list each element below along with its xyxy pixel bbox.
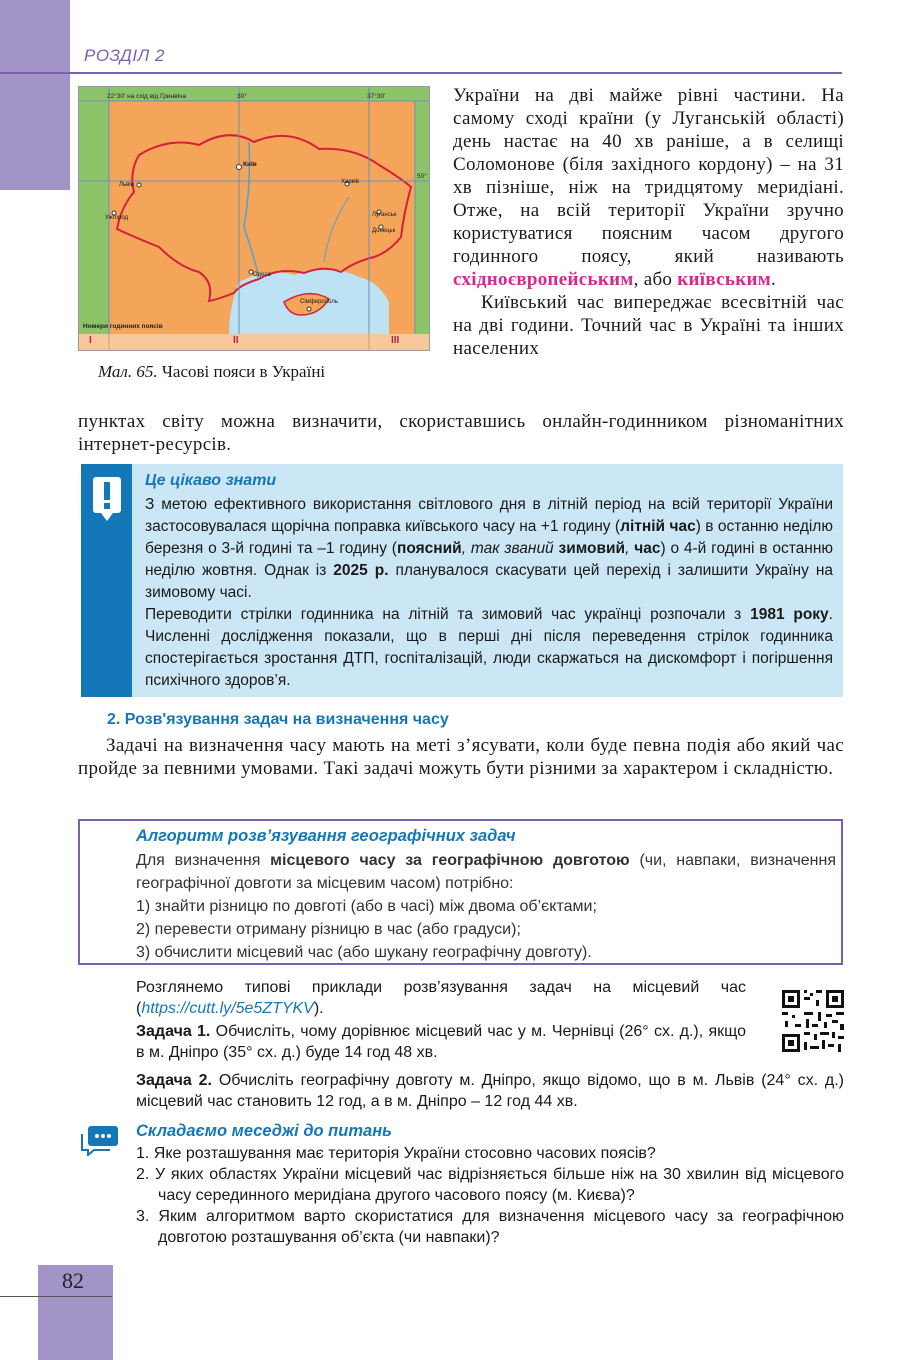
fact-p1-g: , <box>625 540 635 557</box>
task-2-text: Обчисліть географічну довготу м. Дніпро, якщо відомо, що в м. Львів (24° сх. д.) місцевий час становить 12 год, а в м. Дніпро – 12 год 44 хв. <box>136 1072 844 1110</box>
fact-p1-a: З метою ефективного використання світлового дня в літній період на всій території України застосовувалася щорічна поправка київського часу на +1 годину ( <box>145 496 833 535</box>
task-2-label: Задача 2. <box>136 1072 212 1089</box>
fact-text <box>145 494 833 692</box>
fact-p2-a: Переводити стрілки годинника на літній та зимовий час українці розпочали з <box>145 606 751 623</box>
zone-number-3: III <box>391 335 400 346</box>
corner-tab <box>0 0 70 190</box>
task-1-label: Задача 1. <box>136 1023 211 1040</box>
examples-block <box>136 977 746 1063</box>
paragraph-time-zones <box>453 84 844 360</box>
map-zones-label: Номери годинних поясів <box>83 323 163 330</box>
examples-intro-text: Розглянемо типові приклади розв’язування задач на місцевий час ( <box>136 979 746 1017</box>
page-number: 82 <box>62 1268 84 1293</box>
paragraph1-text: України на дві майже рівні частини. На самому сході країни (у Луганській області) день настає на 40 хв раніше, а в селищі Соломонове (біля західного кордону) – на 31 хв пізніше, ніж на тридцятому меридіані. Отже, на всій території України зручно користуватися поясним часом другого годинного поясу, який називають <box>453 85 844 267</box>
algorithm-step: 2) перевести отриману різницю в час (або градуси); <box>136 921 521 938</box>
fact-p1-e: , так званий <box>461 540 559 557</box>
algorithm-step: 1) знайти різницю по довготі (або в часі) між двома об’єктами; <box>136 898 597 915</box>
paragraph1-end: . <box>770 269 777 290</box>
page-rule <box>0 1296 112 1297</box>
fact-p1-standard: поясний <box>396 540 462 557</box>
fact-paragraph-2 <box>145 604 833 692</box>
question-item: 2. У яких областях України місцевий час відрізняється більше ніж на 30 хвилин від місцевого часу серединного меридіана другого часового поясу (м. Києва)? <box>136 1166 844 1204</box>
fact-paragraph-1 <box>145 494 833 604</box>
fact-p1-year: 2025 р. <box>333 562 389 579</box>
city-luhansk: Луганськ <box>372 212 397 218</box>
algorithm-intro-a: Для визначення <box>136 852 271 869</box>
task-1-text: Обчисліть, чому дорівнює місцевий час у м. Чернівці (26° сх. д.), якщо в м. Дніпро (35° сх. д.) буде 14 год 48 хв. <box>136 1023 746 1061</box>
map-caption-text: Часові пояси в Україні <box>161 362 326 381</box>
map-label-meridian-37: 37°30' <box>367 93 386 100</box>
fact-p2-c: . Численні дослідження показали, що в перші дні після переведення стрілок годинника спостерігається зростання ДТП, госпіталізацій, люди скаржаться на дискомфорт і погіршення психічного здоров’я. <box>145 606 833 689</box>
header-rule <box>0 72 842 74</box>
algorithm-step: 3) обчислити місцевий час (або шукану географічну довготу). <box>136 944 592 961</box>
section-label: РОЗДІЛ 2 <box>84 46 165 65</box>
chat-bubble-icon <box>80 1124 120 1161</box>
algorithm-intro <box>136 849 836 895</box>
map-caption <box>98 362 325 382</box>
question-item: 3. Яким алгоритмом варто скористатися для визначення місцевого часу за географічною довготою розташування об’єкта (чи навпаки)? <box>136 1208 844 1246</box>
section-text-body: Задачі на визначення часу мають на меті з’ясувати, коли буде певна подія або який час пройде за певними умовами. Такі задачі можуть бути різними за характером і складністю. <box>78 735 844 779</box>
term-eastern-european: східноєвропейським <box>453 269 634 290</box>
algorithm-intro-bold: місцевого часу за географічною довготою <box>270 852 630 869</box>
algorithm-text <box>136 849 836 964</box>
examples-intro-end: ). <box>313 1000 324 1017</box>
fact-p1-winter: зимовий <box>558 540 626 557</box>
fact-p1-c: ) в останню неділю березня о 3-й годині та –1 годину ( <box>145 518 833 557</box>
time-zones-map <box>78 86 430 351</box>
fact-p1-summer-time: літній час <box>620 518 696 535</box>
task-1 <box>136 1021 746 1063</box>
city-uzhhorod: Ужгород <box>105 215 129 221</box>
fact-title: Це цікаво знати <box>145 472 277 489</box>
city-odesa: Одеса <box>253 272 271 278</box>
city-lviv: Львів <box>119 182 134 188</box>
fact-p1-i: ) о 4-й годині в останню неділю жовтня. Однак із <box>145 540 834 579</box>
city-simferopol: Сімферополь <box>300 299 338 305</box>
messages-title: Складаємо меседжі до питань <box>136 1122 392 1140</box>
paragraph1-mid: , або <box>633 269 678 290</box>
examples-link[interactable]: https://cutt.ly/5e5ZTYKV <box>141 1000 314 1017</box>
fact-p2-year: 1981 року <box>750 606 829 623</box>
task-2 <box>136 1070 844 1112</box>
examples-intro <box>136 977 746 1019</box>
questions-list <box>136 1143 844 1248</box>
exclamation-icon <box>92 476 122 527</box>
map-label-meridian-22: 22°30' на схід від Гринвіча <box>107 93 187 100</box>
term-kyiv: київським <box>677 269 771 290</box>
algorithm-intro-c: (чи, навпаки, визначення географічної довготи за місцевим часом) потрібно: <box>136 852 837 892</box>
paragraph2-col: Київський час випереджає всесвітній час на дві години. Точний час в Україні та інших населених <box>453 292 844 359</box>
map-caption-prefix: Мал. 65. <box>98 362 158 381</box>
section-heading: 2. Розв'язування задач на визначення часу <box>107 711 449 728</box>
zone-number-1: I <box>89 335 92 346</box>
map-label-parallel-50: 50° <box>417 173 427 180</box>
zone-number-2: II <box>233 335 239 346</box>
map-label-meridian-30: 30° <box>237 93 247 100</box>
city-kyiv: Київ <box>243 161 257 168</box>
section-text <box>78 734 844 780</box>
question-item: 1. Яке розташування має територія України стосовно часових поясів? <box>136 1145 656 1162</box>
paragraph2-full: пунктах світу можна визначити, скориставшись онлайн-годинником різноманітних інтернет-ресурсів. <box>78 411 844 455</box>
algorithm-title: Алгоритм розв’язування географічних задач <box>136 827 516 845</box>
qr-code[interactable] <box>780 988 846 1059</box>
city-kharkiv: Харків <box>341 179 359 185</box>
fact-p1-time: час <box>634 540 661 557</box>
city-donetsk: Донецьк <box>372 228 396 234</box>
fact-p1-k: планувалося скасувати цей перехід і залишити Україну на зимовому часі. <box>145 562 833 601</box>
